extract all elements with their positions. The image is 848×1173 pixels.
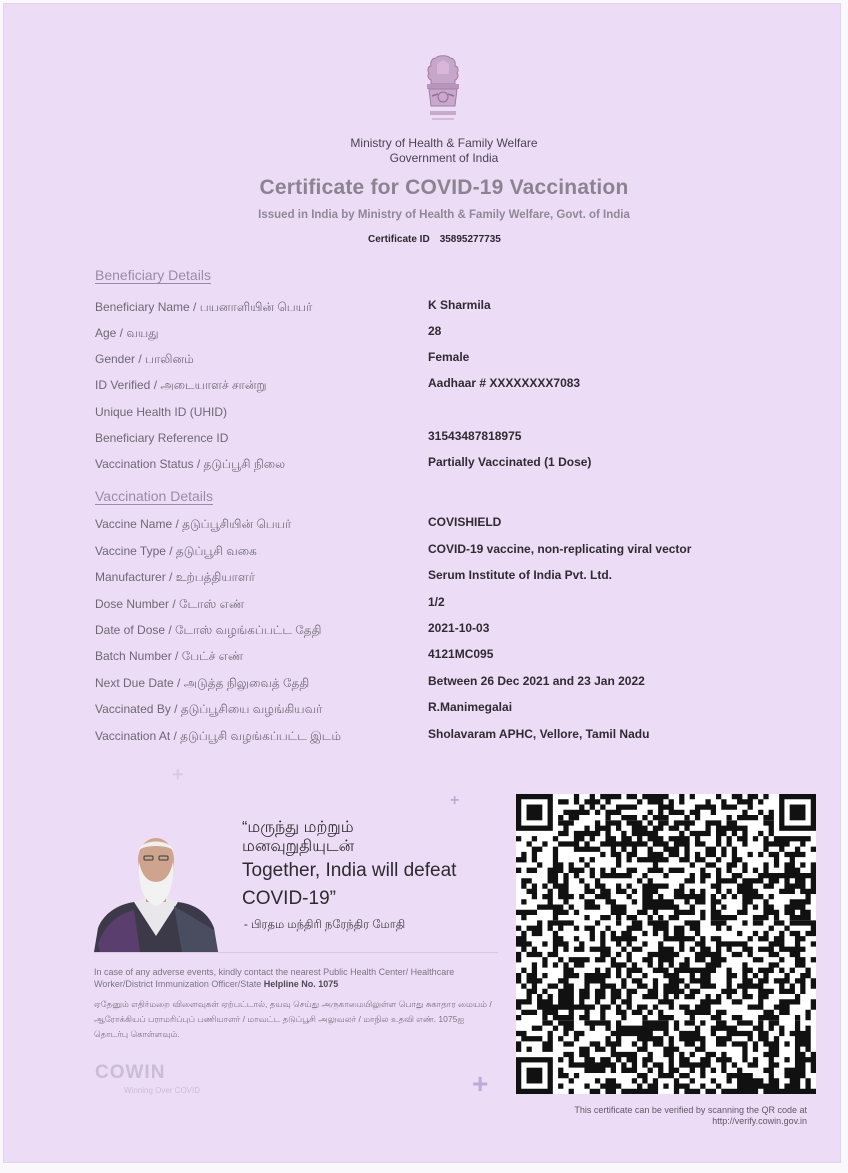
beneficiary-row (95, 405, 795, 425)
national-emblem-icon (418, 54, 468, 128)
beneficiary-row (95, 457, 795, 477)
field-label: Date of Dose / டோஸ் வழங்கப்பட்ட தேதி (95, 623, 322, 637)
plus-decoration-icon: + (172, 764, 184, 786)
field-value: Sholavaram APHC, Vellore, Tamil Nadu (428, 727, 650, 741)
field-label: ID Verified / அடையாளச் சான்று (95, 378, 267, 392)
certificate-id-value: 35895277735 (439, 234, 501, 245)
vaccination-row (95, 676, 795, 696)
field-label: Age / வயது (95, 326, 159, 340)
adverse-events-text: In case of any adverse events, kindly contact the nearest Public Health Center/ Healthcare Worker/District Immunization Officer/State (94, 967, 455, 989)
certificate-page (4, 4, 840, 1162)
beneficiary-row (95, 352, 795, 372)
field-label: Unique Health ID (UHID) (95, 405, 228, 419)
helpline-number: Helpline No. 1075 (263, 979, 339, 989)
quote-english-line: Together, India will defeat (242, 860, 457, 881)
vaccination-row (95, 517, 795, 537)
field-label: Beneficiary Name / பயனாளியின் பெயர் (95, 300, 313, 314)
field-value: Partially Vaccinated (1 Dose) (428, 455, 592, 469)
ministry-heading (4, 136, 840, 166)
field-value: Aadhaar # XXXXXXXX7083 (428, 376, 581, 390)
verification-text: This certificate can be verified by scanning the QR code at (574, 1105, 807, 1115)
field-label: Beneficiary Reference ID (95, 431, 229, 445)
beneficiary-heading: Beneficiary Details (95, 267, 211, 283)
vaccination-row (95, 597, 795, 617)
pm-portrait (94, 832, 218, 952)
vaccination-row (95, 570, 795, 590)
vaccination-row (95, 729, 795, 749)
field-label: Vaccination Status / தடுப்பூசி நிலை (95, 457, 286, 471)
quote-attribution: - பிரதம மந்திரி நரேந்திர மோதி (244, 919, 406, 931)
quote-tamil-line: மனவுறுதியுடன் (242, 838, 355, 855)
field-value: Between 26 Dec 2021 and 23 Jan 2022 (428, 674, 645, 688)
field-label: Manufacturer / உற்பத்தியாளர் (95, 570, 255, 584)
plus-decoration-icon: + (472, 1068, 489, 1099)
cowin-logo: COWIN (95, 1062, 166, 1083)
certificate-subtitle: Issued in India by Ministry of Health & Family Welfare, Govt. of India (258, 209, 630, 221)
quote-block (242, 818, 502, 912)
field-label: Batch Number / பேட்ச் எண் (95, 649, 244, 663)
certificate-id (368, 234, 501, 245)
quote-tamil-line: “மருந்து மற்றும் (242, 819, 354, 836)
field-value: COVID-19 vaccine, non-replicating viral vector (428, 542, 692, 556)
beneficiary-row (95, 378, 795, 398)
cowin-tagline: Winning Over COVID (124, 1086, 201, 1095)
field-value: 1/2 (428, 595, 445, 609)
field-value: 4121MC095 (428, 647, 494, 661)
field-value: 28 (428, 324, 442, 338)
beneficiary-row (95, 300, 795, 320)
vaccination-heading: Vaccination Details (95, 488, 214, 504)
field-label: Dose Number / டோஸ் எண் (95, 597, 245, 611)
beneficiary-row (95, 326, 795, 346)
ministry-line: Ministry of Health & Family Welfare (350, 136, 538, 150)
plus-decoration-icon: + (450, 792, 460, 809)
government-line: Government of India (389, 151, 499, 165)
field-value: COVISHIELD (428, 515, 502, 529)
vaccination-row (95, 702, 795, 722)
quote-english-line: COVID-19” (242, 888, 336, 909)
divider (94, 952, 498, 953)
qr-code[interactable] (516, 794, 816, 1094)
field-label: Vaccination At / தடுப்பூசி வழங்கப்பட்ட இடம் (95, 729, 341, 743)
field-label: Next Due Date / அடுத்த நிலுவைத் தேதி (95, 676, 310, 690)
field-value: Serum Institute of India Pvt. Ltd. (428, 568, 613, 582)
certificate-id-label: Certificate ID (368, 234, 430, 245)
vaccination-row (95, 649, 795, 669)
certificate-title: Certificate for COVID-19 Vaccination (259, 176, 629, 199)
field-label: Vaccine Name / தடுப்பூசியின் பெயர் (95, 517, 292, 531)
field-value: 31543487818975 (428, 429, 522, 443)
field-value: Female (428, 350, 470, 364)
field-value: 2021-10-03 (428, 621, 490, 635)
verification-note (484, 1105, 807, 1127)
vaccination-row (95, 623, 795, 643)
verification-url: http://verify.cowin.gov.in (712, 1116, 807, 1126)
adverse-events-notice-tamil: ஏதேனும் எதிர்மறை விளைவுகள் ஏற்பட்டால், தயவு செய்து அருகாமையிலுள்ள பொது சுகாதார மையம் / ஆரோக்கியப் பராமரிப்புப் பணியாளர் / மாவட்ட தடுப்பூசி அலுவலர் / மாநில உதவி எண். 1075ஐ தொடர்பு கொள்ளவும். (94, 999, 492, 1039)
field-label: Gender / பாலினம் (95, 352, 194, 366)
beneficiary-row (95, 431, 795, 451)
field-value: R.Manimegalai (428, 700, 513, 714)
field-label: Vaccine Type / தடுப்பூசி வகை (95, 544, 257, 558)
vaccination-row (95, 544, 795, 564)
field-value: K Sharmila (428, 298, 491, 312)
field-label: Vaccinated By / தடுப்பூசியை வழங்கியவர் (95, 702, 323, 716)
adverse-events-notice (94, 966, 474, 990)
